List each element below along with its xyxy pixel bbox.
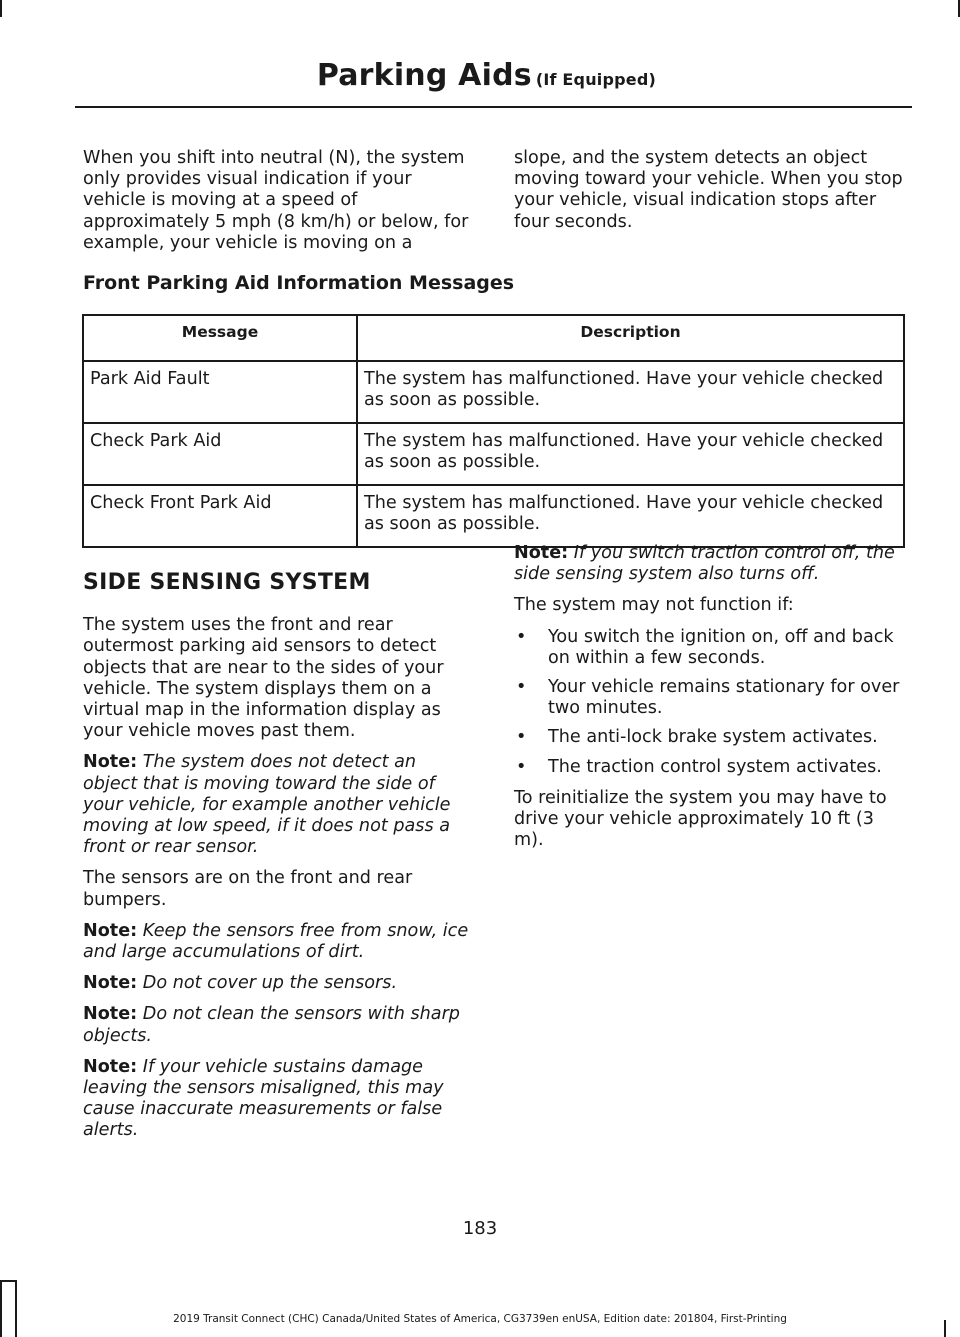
sensors-location: The sensors are on the front and rear bumpers. [83,868,413,910]
note-paragraph [83,1004,475,1046]
note-paragraph [514,543,906,585]
messages-table [82,314,905,548]
may-not-function-text: The system may not function if: [514,595,794,616]
note-text: Do not cover up the sensors. [137,973,398,994]
table-cell-message: Check Park Aid [83,423,357,485]
table-row [83,485,904,547]
table-row [83,361,904,423]
page-number: 183 [462,1218,498,1239]
side-sensing-left-column [83,572,475,1152]
note-paragraph [83,752,475,858]
crop-mark-top-left [0,0,2,17]
list-item-text: You switch the ignition on, off and back on within a few seconds. [548,626,894,668]
table-row [83,423,904,485]
intro-text-left: When you shift into neutral (N), the system only provides visual indication if your vehicle is moving at a speed of approximately 5 mph (8 km/h) or below, for example, your vehicle is moving on a [83,148,469,253]
list-item-text: The traction control system activates. [548,756,882,777]
side-sensing-right-column [514,543,906,861]
note-label: Note: [83,920,138,941]
conditions-list [514,627,906,778]
note-paragraph [83,1057,475,1142]
list-item [514,757,906,778]
table-cell-message: Check Front Park Aid [83,485,357,547]
table-cell-description: The system has malfunctioned. Have your vehicle checked as soon as possible. [357,485,904,547]
note-text: Do not clean the sensors with sharp objects. [83,1004,460,1046]
table-header-row [83,315,904,361]
header-title: Parking Aids [316,58,532,93]
table-header-message: Message [83,315,357,361]
note-text: Keep the sensors free from snow, ice and large accumulations of dirt. [83,920,469,963]
note-paragraph [83,973,475,994]
note-text: If your vehicle sustains damage leaving the sensors misaligned, this may cause inaccurate measurements or false alerts. [83,1056,444,1141]
bullet-icon: • [516,626,527,647]
header-subtitle: (If Equipped) [535,70,656,89]
bullet-icon: • [516,677,527,698]
footer-text: 2019 Transit Connect (CHC) Canada/United States of America, CG3739en enUSA, Edition date: 201804, First-Printing [173,1313,787,1325]
bullet-icon: • [516,756,527,777]
note-label: Note: [83,1056,138,1077]
intro-text-right: slope, and the system detects an object moving toward your vehicle. When you stop your vehicle, visual indication stops after four seconds. [514,148,903,232]
page-header [317,58,656,93]
intro-column-left [83,148,475,264]
side-sensing-heading: SIDE SENSING SYSTEM [83,570,371,595]
table-cell-message: Park Aid Fault [83,361,357,423]
header-rule [75,106,912,108]
table-header-description: Description [357,315,904,361]
note-text: If you switch traction control off, the side sensing system also turns off. [514,543,895,585]
list-item [514,627,906,669]
crop-mark-bottom-left [0,1280,2,1337]
note-label: Note: [83,1004,138,1025]
note-label: Note: [514,543,569,563]
table-cell-description: The system has malfunctioned. Have your vehicle checked as soon as possible. [357,423,904,485]
bullet-icon: • [516,727,527,748]
messages-heading: Front Parking Aid Information Messages [83,272,515,294]
list-item-text: The anti-lock brake system activates. [548,727,878,748]
note-label: Note: [83,973,138,994]
list-item [514,727,906,748]
table-cell-description: The system has malfunctioned. Have your vehicle checked as soon as possible. [357,361,904,423]
side-sensing-intro: The system uses the front and rear outermost parking aid sensors to detect objects that are near to the sides of your vehicle. The system displays them on a virtual map in the information display as your vehicle moves past them. [83,615,444,742]
reinitialize-text: To reinitialize the system you may have to drive your vehicle approximately 10 ft (3 m). [514,787,887,851]
list-item-text: Your vehicle remains stationary for over two minutes. [548,677,900,719]
intro-column-right [514,148,906,243]
note-label: Note: [83,752,138,773]
list-item [514,677,906,719]
note-paragraph [83,921,475,963]
note-text: The system does not detect an object that is moving toward the side of your vehicle, for example another vehicle moving at low speed, if it does not pass a front or rear sensor. [83,752,451,858]
